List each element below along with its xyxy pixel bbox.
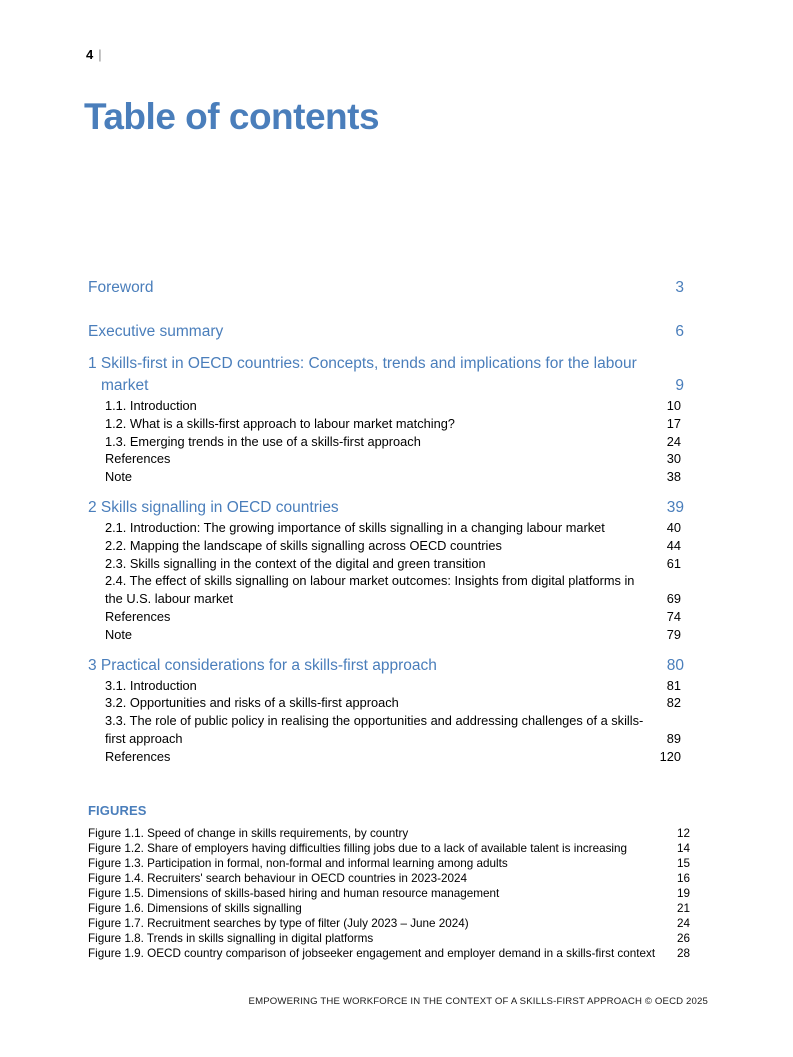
figure-entry-page-number: 14 (676, 842, 690, 855)
toc-entry-sub[interactable] (88, 694, 690, 712)
toc-entry-sub-page-number: 69 (666, 591, 681, 607)
figure-entry[interactable] (88, 826, 690, 841)
toc-entry-heading-page-number: 39 (666, 498, 684, 516)
toc-entry-sub-page-number: 40 (666, 519, 681, 535)
figure-entry[interactable] (88, 871, 690, 886)
figure-entry-page-number: 15 (676, 857, 690, 870)
toc-entry-sub-page-number: 44 (666, 537, 681, 553)
toc-entry-sub-page-number: 38 (666, 469, 681, 485)
figure-entry-label: Figure 1.2. Share of employers having difficulties filling jobs due to a lack of available talent is increasing (88, 842, 628, 855)
figure-entry-page-number: 24 (676, 917, 690, 930)
toc-entry-sub[interactable] (88, 397, 690, 415)
figure-entry-label: Figure 1.1. Speed of change in skills requirements, by country (88, 827, 409, 840)
toc-entry-sub[interactable] (88, 468, 690, 486)
toc-entry-sub-page-number: 74 (666, 608, 681, 624)
figure-entry-page-number: 28 (676, 947, 690, 960)
toc-entry-sub-label: 2.1. Introduction: The growing importance of skills signalling in a changing labour market (105, 519, 605, 535)
figure-entry[interactable] (88, 916, 690, 931)
toc-entry-sub[interactable] (88, 626, 690, 644)
figures-heading: FIGURES (88, 803, 147, 818)
toc-entry-heading-label: 3 Practical considerations for a skills-first approach (88, 656, 437, 674)
header-page-number: 4 (86, 47, 94, 62)
toc-entry-sub-label: References (105, 451, 171, 467)
toc-entry-sub-page-number: 120 (659, 748, 681, 764)
figure-list (88, 826, 690, 961)
toc-entry-sub[interactable] (88, 450, 690, 468)
toc-entry-sub[interactable] (88, 415, 690, 433)
toc-entry-sub[interactable] (88, 608, 690, 626)
toc-entry-sub[interactable] (88, 748, 690, 766)
figure-entry[interactable] (88, 901, 690, 916)
toc-entry-heading-page-number: 80 (666, 656, 684, 674)
page-header (86, 47, 102, 62)
toc-entry-sub-label: 2.2. Mapping the landscape of skills signalling across OECD countries (105, 537, 502, 553)
toc-entry-sub-page-number: 82 (666, 695, 681, 711)
toc-entry-sub-label: 1.2. What is a skills-first approach to labour market matching? (105, 415, 455, 431)
toc-entry-sub[interactable] (88, 712, 690, 748)
figure-entry[interactable] (88, 946, 690, 961)
figure-entry-page-number: 12 (676, 827, 690, 840)
figure-entry-label: Figure 1.6. Dimensions of skills signalling (88, 902, 302, 915)
figure-entry[interactable] (88, 856, 690, 871)
toc-entry-sub-label: 3.2. Opportunities and risks of a skills-first approach (105, 695, 399, 711)
figure-entry-label: Figure 1.5. Dimensions of skills-based hiring and human resource management (88, 887, 500, 900)
toc-entry-sub-label: 2.3. Skills signalling in the context of the digital and green transition (105, 555, 486, 571)
toc-entry-heading[interactable] (88, 655, 690, 677)
toc-entry-sub[interactable] (88, 537, 690, 555)
toc-entry-heading-label: 1 Skills-first in OECD countries: Concepts, trends and implications for the labour market (88, 355, 637, 394)
figure-entry-label: Figure 1.9. OECD country comparison of jobseeker engagement and employer demand in a skills-first context (88, 947, 656, 960)
toc-entry-sub[interactable] (88, 555, 690, 573)
figure-entry-page-number: 19 (676, 887, 690, 900)
toc-entry-sub-label: 3.3. The role of public policy in realising the opportunities and addressing challenges of a skills-first approach (105, 713, 644, 746)
toc-list (88, 277, 690, 766)
toc-entry-sub[interactable] (88, 572, 690, 608)
figure-entry[interactable] (88, 886, 690, 901)
toc-entry-heading[interactable] (88, 497, 690, 519)
toc-entry-sub-label: 1.3. Emerging trends in the use of a skills-first approach (105, 433, 421, 449)
toc-entry-heading-label: 2 Skills signalling in OECD countries (88, 498, 339, 516)
figure-entry[interactable] (88, 841, 690, 856)
toc-entry-heading-page-number: 6 (675, 323, 684, 340)
toc-entry-sub[interactable] (88, 677, 690, 695)
toc-entry-sub-page-number: 30 (666, 451, 681, 467)
toc-entry-sub-page-number: 61 (666, 555, 681, 571)
figure-entry-page-number: 26 (676, 932, 690, 945)
toc-entry-heading-page-number: 9 (675, 377, 684, 394)
toc-entry-heading[interactable] (88, 277, 690, 299)
toc-entry-sub-page-number: 24 (666, 433, 681, 449)
figure-entry[interactable] (88, 931, 690, 946)
toc-entry-sub-page-number: 79 (666, 626, 681, 642)
toc-entry-sub-label: 2.4. The effect of skills signalling on labour market outcomes: Insights from digital platforms in the U.S. labour market (105, 573, 635, 607)
figure-entry-page-number: 16 (676, 872, 690, 885)
toc-entry-sub-label: Note (105, 469, 133, 485)
toc-entry-sub[interactable] (88, 433, 690, 451)
toc-entry-sub-page-number: 81 (666, 677, 681, 693)
toc-entry-sub-label: 1.1. Introduction (105, 398, 197, 413)
toc-entry-heading[interactable] (88, 353, 690, 397)
toc-entry-sub-label: Note (105, 626, 133, 642)
header-separator-bar: | (98, 47, 102, 62)
toc-entry-heading[interactable] (88, 321, 690, 343)
toc-entry-sub-page-number: 89 (666, 730, 681, 746)
toc-entry-sub-page-number: 17 (666, 415, 681, 431)
toc-entry-sub-label: References (105, 608, 171, 624)
toc-entry-sub-label: 3.1. Introduction (105, 677, 197, 693)
toc-entry-sub-page-number: 10 (666, 398, 681, 413)
figure-entry-page-number: 21 (676, 902, 690, 915)
toc-entry-sub[interactable] (88, 519, 690, 537)
figure-entry-label: Figure 1.4. Recruiters' search behaviour in OECD countries in 2023-2024 (88, 872, 468, 885)
page-footer: EMPOWERING THE WORKFORCE IN THE CONTEXT OF A SKILLS-FIRST APPROACH © OECD 2025 (248, 996, 708, 1007)
toc-entry-heading-label: Executive summary (88, 323, 224, 340)
figure-entry-label: Figure 1.8. Trends in skills signalling in digital platforms (88, 932, 374, 945)
toc-entry-heading-page-number: 3 (675, 279, 684, 296)
figure-entry-label: Figure 1.7. Recruitment searches by type of filter (July 2023 – June 2024) (88, 917, 469, 930)
page-title: Table of contents (84, 96, 380, 137)
toc-entry-sub-label: References (105, 748, 171, 764)
figure-entry-label: Figure 1.3. Participation in formal, non-formal and informal learning among adults (88, 857, 508, 870)
toc-entry-heading-label: Foreword (88, 279, 154, 296)
